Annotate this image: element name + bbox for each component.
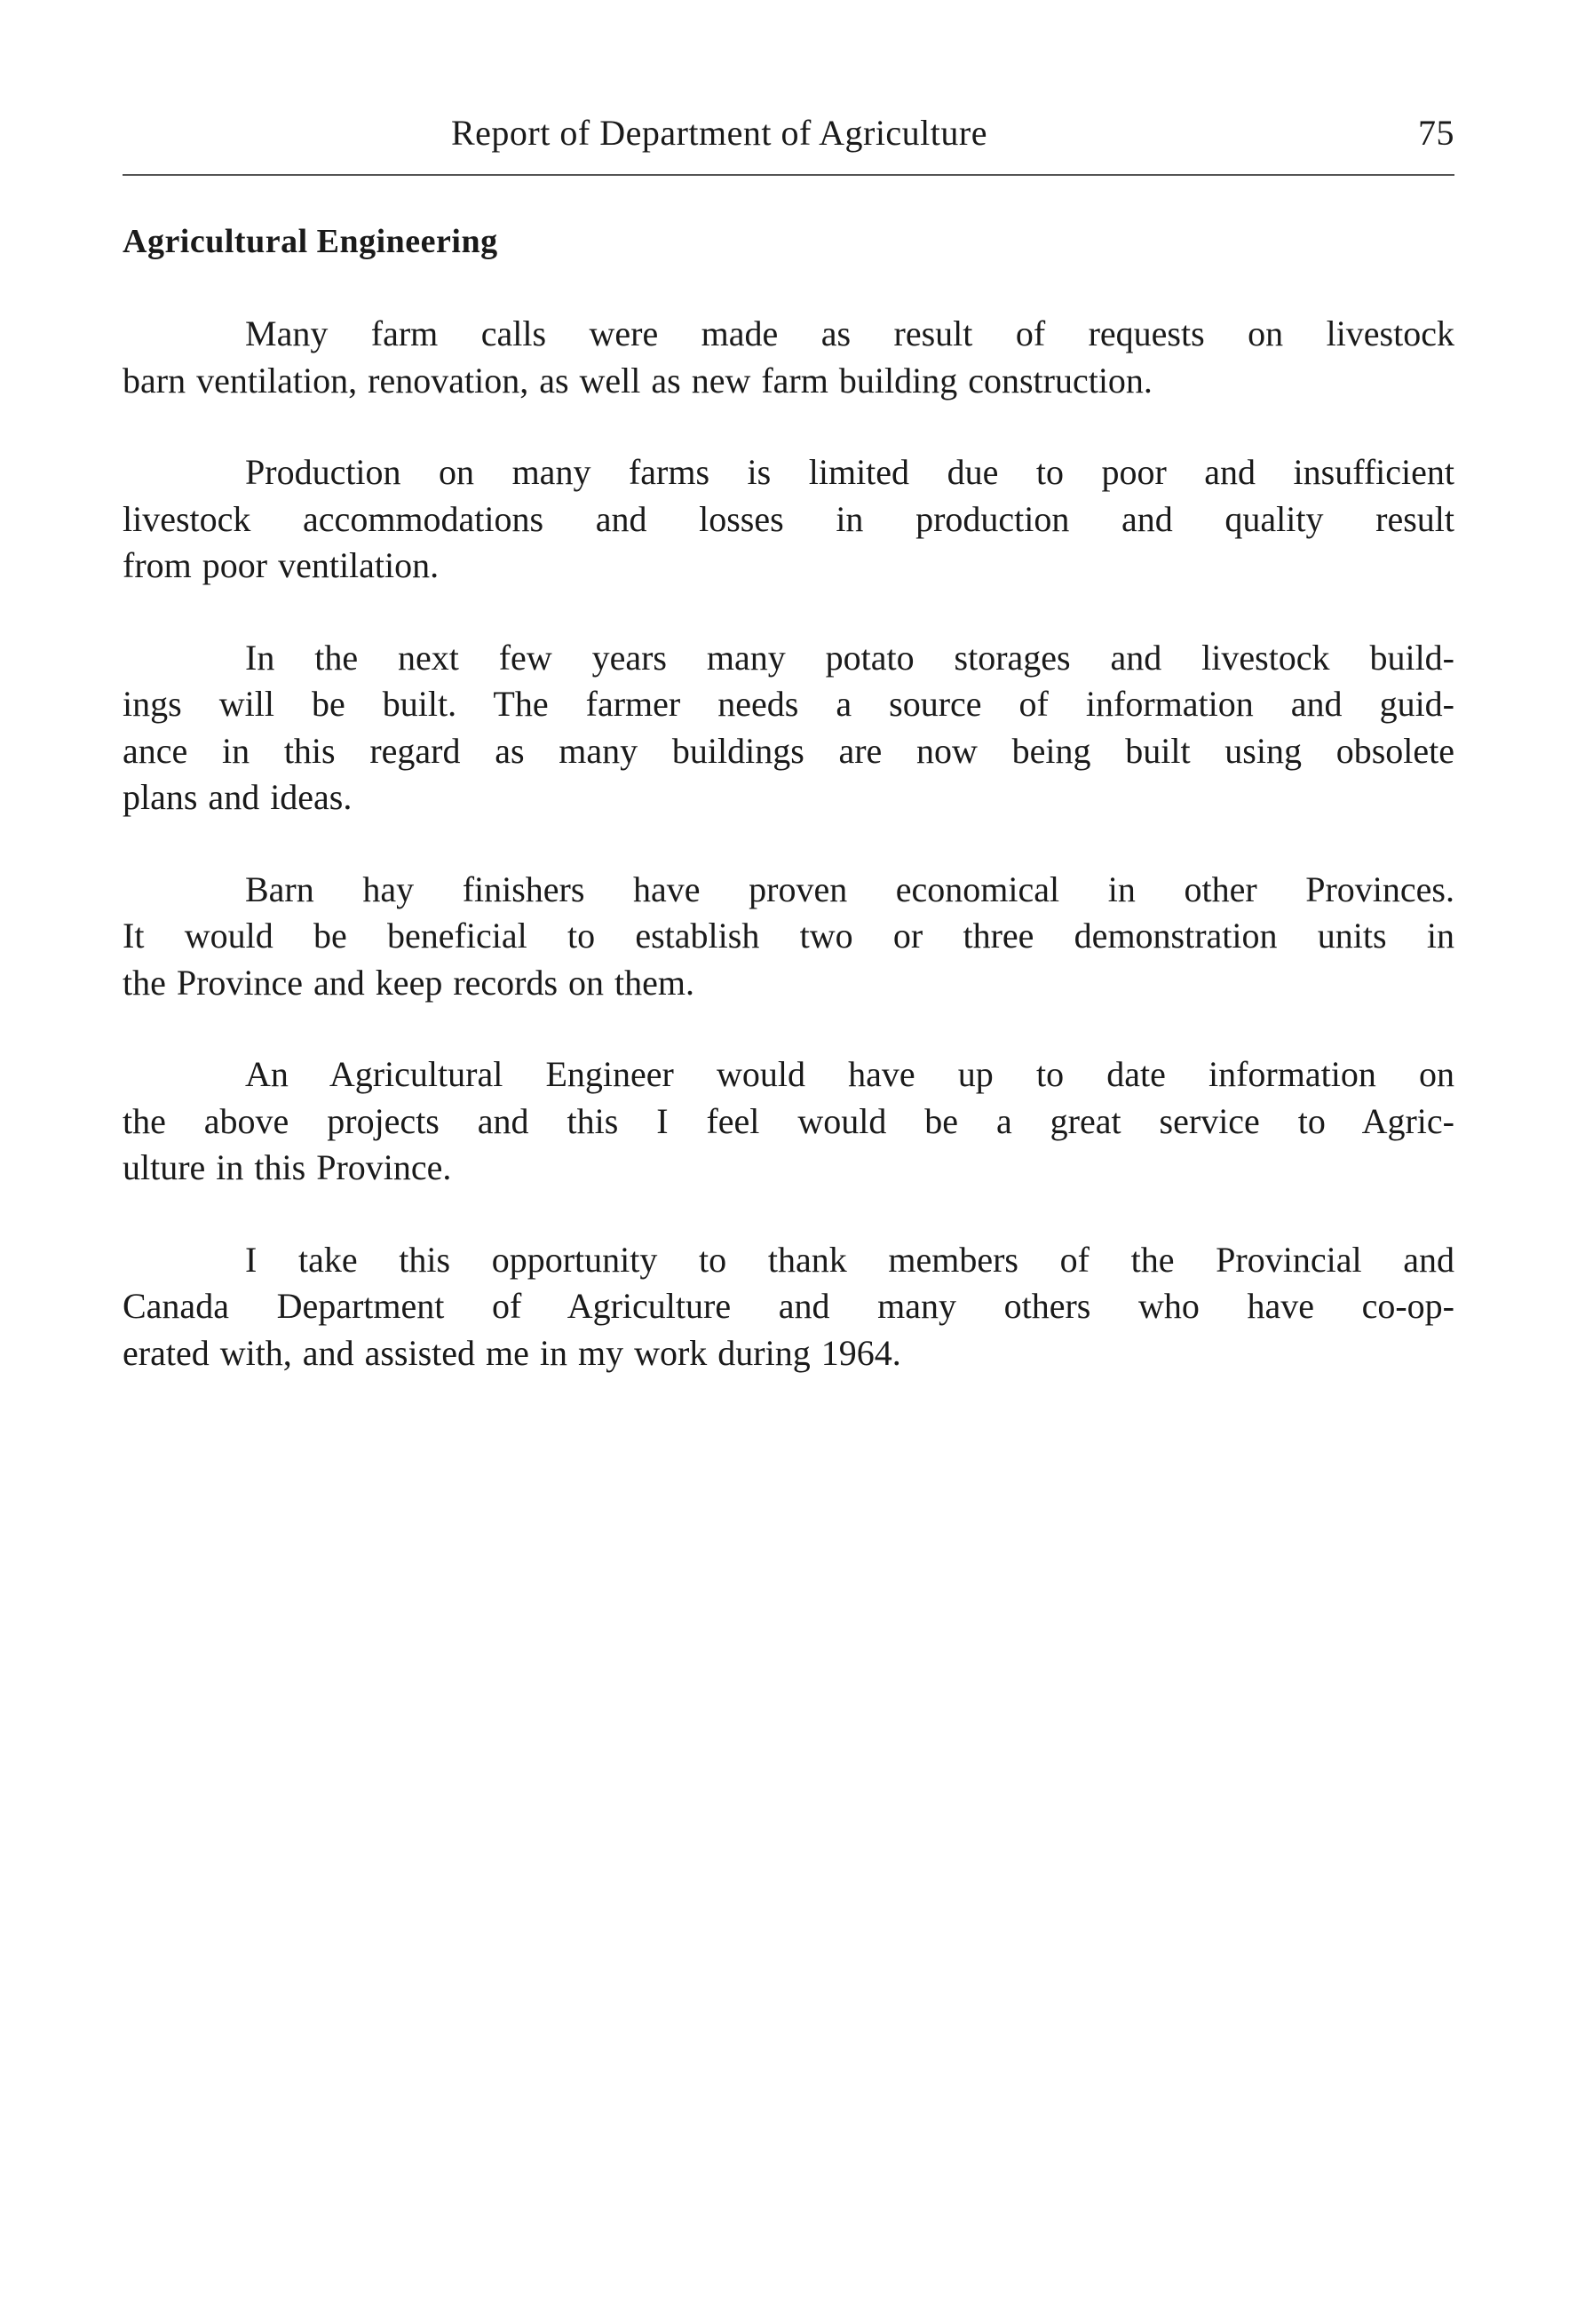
paragraph: [123, 1237, 1454, 1377]
text-line: An Agricultural Engineer would have up to date information on: [245, 1054, 1454, 1094]
text-line: ance in this regard as many buildings are now being built using obsolete: [123, 730, 1454, 771]
text-line: In the next few years many potato storages and livestock build-: [245, 637, 1454, 678]
body-text: [123, 311, 1454, 1422]
text-line: erated with, and assisted me in my work during 1964.: [123, 1332, 901, 1373]
running-header: [123, 105, 1454, 162]
paragraph: [123, 1051, 1454, 1192]
paragraph: [123, 635, 1454, 821]
text-line: It would be beneficial to establish two or three demonstration units in: [123, 916, 1454, 956]
text-line: livestock accommodations and losses in production and quality result: [123, 498, 1454, 539]
text-line: the Province and keep records on them.: [123, 962, 695, 1003]
text-line: from poor ventilation.: [123, 545, 440, 585]
paragraph: [123, 311, 1454, 404]
header-rule: [123, 174, 1454, 176]
section-heading: Agricultural Engineering: [123, 223, 498, 260]
page-number: 75: [1418, 113, 1454, 153]
paragraph: [123, 867, 1454, 1007]
text-line: Barn hay finishers have proven economical in other Provinces.: [245, 869, 1454, 909]
text-line: plans and ideas.: [123, 777, 353, 817]
text-line: Production on many farms is limited due to poor and insufficient: [245, 452, 1454, 492]
text-line: the above projects and this I feel would be a great service to Agric-: [123, 1100, 1454, 1141]
text-line: Canada Department of Agriculture and many others who have co-op-: [123, 1286, 1454, 1326]
paragraph: [123, 449, 1454, 590]
text-line: barn ventilation, renovation, as well as new farm building construction.: [123, 360, 1153, 401]
running-title: Report of Department of Agriculture: [451, 113, 987, 153]
text-line: Many farm calls were made as result of requests on livestock: [245, 313, 1454, 353]
text-line: ulture in this Province.: [123, 1147, 452, 1187]
text-line: I take this opportunity to thank members of the Provincial and: [245, 1239, 1454, 1280]
text-line: ings will be built. The farmer needs a source of information and guid-: [123, 684, 1454, 724]
